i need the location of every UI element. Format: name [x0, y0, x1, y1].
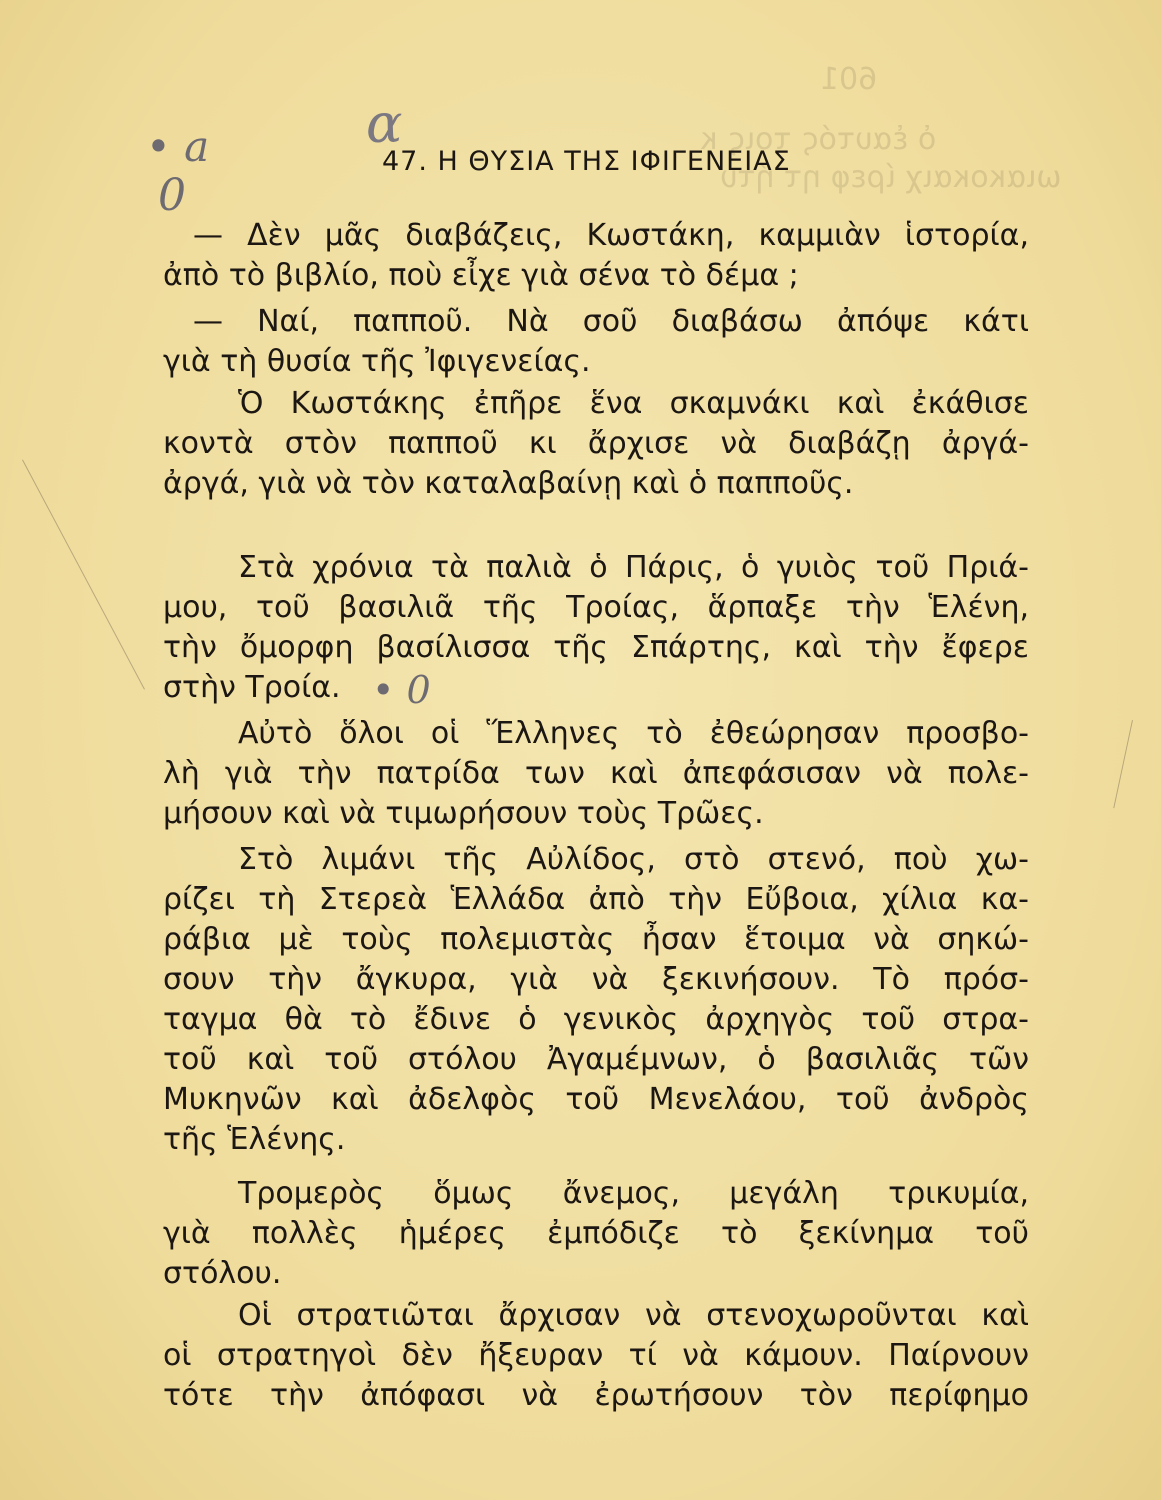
pencil-stroke — [1113, 720, 1133, 808]
pencil-mark-o-left: 0 — [158, 170, 186, 221]
text-line: τοῦ καὶ τοῦ στόλου Ἀγαμέμνων, ὁ βασιλιᾶς τῶν — [163, 1042, 1029, 1077]
paragraph-7 — [163, 1174, 1029, 1294]
text-line: στὴν Τροία. — [163, 670, 341, 705]
text-line: Τρομερὸς ὅμως ἄνεμος, μεγάλη τρικυμία, — [238, 1176, 1029, 1211]
paragraph-5 — [163, 714, 1029, 834]
paragraph-1 — [163, 216, 1029, 296]
bleed-through-page-number: 601 — [820, 62, 878, 97]
text-line: ράβια μὲ τοὺς πολεμιστὰς ἦσαν ἕτοιμα νὰ σηκώ- — [163, 922, 1029, 957]
text-line: σουν τὴν ἄγκυρα, γιὰ νὰ ξεκινήσουν. Τὸ πρόσ- — [163, 962, 1029, 997]
text-line: τῆς Ἑλένης. — [163, 1122, 346, 1157]
bleed-through-text: ὁ ἑαυτός τοις κ — [700, 122, 937, 157]
text-line: κοντὰ στὸν παπποῦ κι ἄρχισε νὰ διαβάζῃ ἀργά- — [163, 426, 1029, 461]
text-line: λὴ γιὰ τὴν πατρίδα των καὶ ἀπεφάσισαν νὰ πολε- — [163, 756, 1029, 791]
text-line: — Ναί, παπποῦ. Νὰ σοῦ διαβάσω ἀπόψε κάτι — [193, 304, 1029, 339]
paragraph-8 — [163, 1296, 1029, 1416]
text-line: τότε τὴν ἀπόφασι νὰ ἐρωτήσουν τὸν περίφημο — [163, 1378, 1029, 1413]
text-line: Στὸ λιμάνι τῆς Αὐλίδος, στὸ στενό, ποὺ χω- — [238, 842, 1029, 877]
paragraph-2 — [163, 302, 1029, 382]
text-line: Οἱ στρατιῶται ἄρχισαν νὰ στενοχωροῦνται καὶ — [238, 1298, 1029, 1333]
text-line: τὴν ὄμορφη βασίλισσα τῆς Σπάρτης, καὶ τὴν ἔφερε — [163, 630, 1029, 665]
text-line: Ὁ Κωστάκης ἐπῆρε ἕνα σκαμνάκι καὶ ἐκάθισε — [238, 386, 1029, 421]
pencil-stroke — [22, 460, 145, 690]
pencil-mark-a-left: • a — [146, 122, 210, 171]
text-line: στόλου. — [163, 1256, 282, 1291]
text-line: μήσουν καὶ νὰ τιμωρήσουν τοὺς Τρῶες. — [163, 796, 764, 831]
paragraph-4 — [163, 548, 1029, 708]
text-line: οἱ στρατηγοὶ δὲν ἤξευραν τί νὰ κάμουν. Παίρνουν — [163, 1338, 1029, 1373]
bleed-through-text: ωιακοκαιχ ίρεφ ητ ήτυ — [720, 160, 1062, 195]
text-line: — Δὲν μᾶς διαβάζεις, Κωστάκη, καμμιὰν ἱστορία, — [193, 218, 1029, 253]
paragraph-6 — [163, 840, 1029, 1160]
text-line: Μυκηνῶν καὶ ἀδελφὸς τοῦ Μενελάου, τοῦ ἀνδρὸς — [163, 1082, 1029, 1117]
pencil-mark-a: α — [366, 92, 403, 155]
text-line: Στὰ χρόνια τὰ παλιὰ ὁ Πάρις, ὁ γυιὸς τοῦ Πριά- — [238, 550, 1029, 585]
chapter-title: 47. Η ΘΥΣΙΑ ΤΗΣ ΙΦΙΓΕΝΕΙΑΣ — [382, 146, 791, 177]
pencil-mark-o-inline: • 0 — [372, 668, 431, 712]
text-line: γιὰ πολλὲς ἡμέρες ἐμπόδιζε τὸ ξεκίνημα τοῦ — [163, 1216, 1029, 1251]
text-line: ρίζει τὴ Στερεὰ Ἑλλάδα ἀπὸ τὴν Εὔβοια, χίλια κα- — [163, 882, 1029, 917]
text-line: Αὐτὸ ὅλοι οἱ Ἕλληνες τὸ ἐθεώρησαν προσβο- — [238, 716, 1029, 751]
text-line: μου, τοῦ βασιλιᾶ τῆς Τροίας, ἅρπαξε τὴν Ἑλένη, — [163, 590, 1029, 625]
text-line: γιὰ τὴ θυσία τῆς Ἰφιγενείας. — [163, 344, 591, 379]
text-line: ἀργά, γιὰ νὰ τὸν καταλαβαίνῃ καὶ ὁ παπποῦς. — [163, 466, 854, 501]
paragraph-3 — [163, 384, 1029, 504]
text-line: ἀπὸ τὸ βιβλίο, ποὺ εἶχε γιὰ σένα τὸ δέμα ; — [163, 258, 799, 293]
text-line: ταγμα θὰ τὸ ἔδινε ὁ γενικὸς ἀρχηγὸς τοῦ στρα- — [163, 1002, 1029, 1037]
